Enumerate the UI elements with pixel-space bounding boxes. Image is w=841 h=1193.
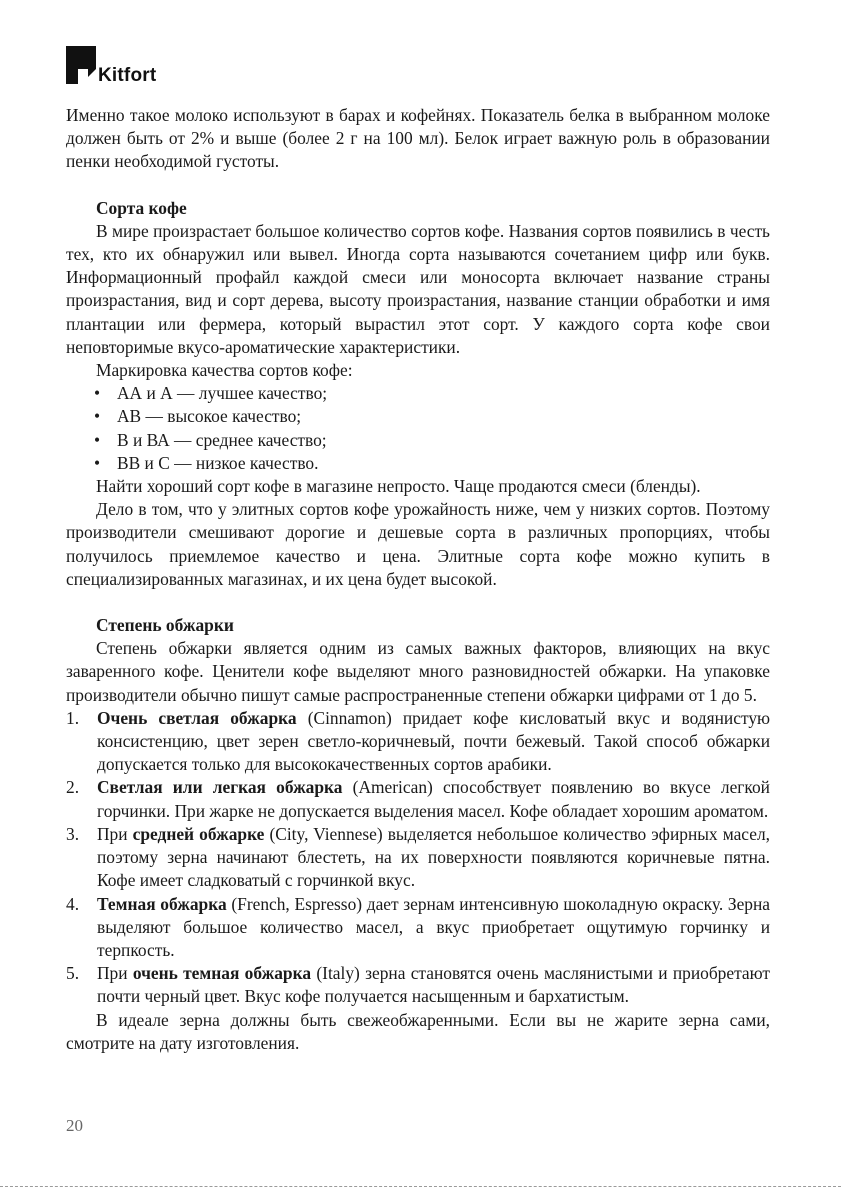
roast-list — [66, 707, 770, 1009]
item-number: 1. — [66, 707, 80, 728]
brand-name: Kitfort — [98, 65, 157, 86]
roast-term: средней обжарке — [132, 823, 265, 844]
list-item: • АА и А — лучшее качество; — [66, 382, 770, 405]
item-number: 4. — [66, 893, 80, 914]
list-item: 1. Очень светлая обжарка (Cinnamon) придает кофе кисловатый вкус и водянистую консистенцию, цвет зерен светло-коричневый, почти бежевый. Такой способ обжарки допускается только для высококачественных сортов арабики. — [66, 707, 771, 775]
list-item: 5. При очень темная обжарка (Italy) зерна становятся очень маслянистыми и приобретают почти черный цвет. Вкус кофе получается насыщенным и бархатистым. — [66, 963, 770, 1007]
roast-term: Очень светлая обжарка — [97, 707, 297, 728]
list-item: 4. Темная обжарка (French, Espresso) дает зернам интенсивную шоколадную окраску. Зерна выделяют большое количество масел, а вкус приобретает ощутимую горчинку и терпкость. — [66, 893, 771, 960]
kitfort-logo-icon — [66, 46, 96, 84]
page-number: 20 — [66, 1116, 83, 1135]
intro-paragraph: Именно такое молоко используют в барах и кофейнях. Показатель белка в выбранном молоке должен быть от 2% и выше (более 2 г на 100 мл). Белок играет важную роль в образовании пенки необходимой густоты. — [66, 105, 770, 172]
item-number: 5. — [66, 963, 80, 984]
list-item: 3. При средней обжарке (City, Viennese) выделяется небольшое количество эфирных масел, поэтому зерна начинают блестеть, на их поверхности появляются коричневые пятна. Кофе имеет сладковатый с горчинкой вкус. — [66, 823, 770, 891]
brand-logo — [66, 46, 156, 84]
item-number: 3. — [66, 823, 80, 844]
marking-list — [66, 382, 770, 475]
page-content — [66, 104, 770, 1055]
roast-term: очень темная обжарка — [132, 963, 312, 984]
list-item: • АВ — высокое качество; — [66, 405, 770, 428]
varieties-paragraph-1: В мире произрастает большое количество сортов кофе. Названия сортов появились в честь тех, кто их обнаружил или вывел. Иногда сорта называются сочетанием цифр или букв. Информационный профайл каждой смеси или моносорта включает название страны произрастания, вид и сорт дерева, высоту произрастания, название станции обработки и имя плантации или фермера, который вырастил этот сорт. У каждого сорта кофе свои неповторимые вкусо-ароматические характеристики. — [66, 220, 770, 357]
closing-paragraph: В идеале зерна должны быть свежеобжаренными. Если вы не жарите зерна сами, смотрите на дату изготовления. — [66, 1009, 770, 1053]
varieties-heading: Сорта кофе — [96, 197, 187, 218]
varieties-paragraph-3: Дело в том, что у элитных сортов кофе урожайность ниже, чем у низких сортов. Поэтому производители смешивают дорогие и дешевые сорта в различных пропорциях, чтобы получилось приемлемое качество и цена. Элитные сорта кофе можно купить в специализированных магазинах, и их цена будет высокой. — [66, 499, 770, 589]
marking-intro: Маркировка качества сортов кофе: — [96, 360, 353, 381]
list-item: • В и ВА — среднее качество; — [66, 429, 770, 452]
item-number: 2. — [66, 777, 80, 798]
roast-heading: Степень обжарки — [96, 615, 234, 636]
list-item: 2. Светлая или легкая обжарка (American) способствует появлению во вкусе легкой горчинки. При жарке не допускается выделения масел. Кофе обладает хорошим ароматом. — [66, 777, 770, 821]
varieties-paragraph-2: Найти хороший сорт кофе в магазине непросто. Чаще продаются смеси (бленды). — [96, 476, 701, 497]
list-item: • ВВ и С — низкое качество. — [66, 452, 770, 475]
roast-term: Светлая или легкая обжарка — [97, 777, 343, 798]
roast-term: Темная обжарка — [97, 893, 227, 914]
roast-paragraph: Степень обжарки является одним из самых важных факторов, влияющих на вкус заваренного кофе. Ценители кофе выделяют много разновидностей обжарки. На упаковке производители обычно пишут самые распространенные степени обжарки цифрами от 1 до 5. — [66, 638, 770, 705]
footer-divider — [0, 1186, 841, 1187]
